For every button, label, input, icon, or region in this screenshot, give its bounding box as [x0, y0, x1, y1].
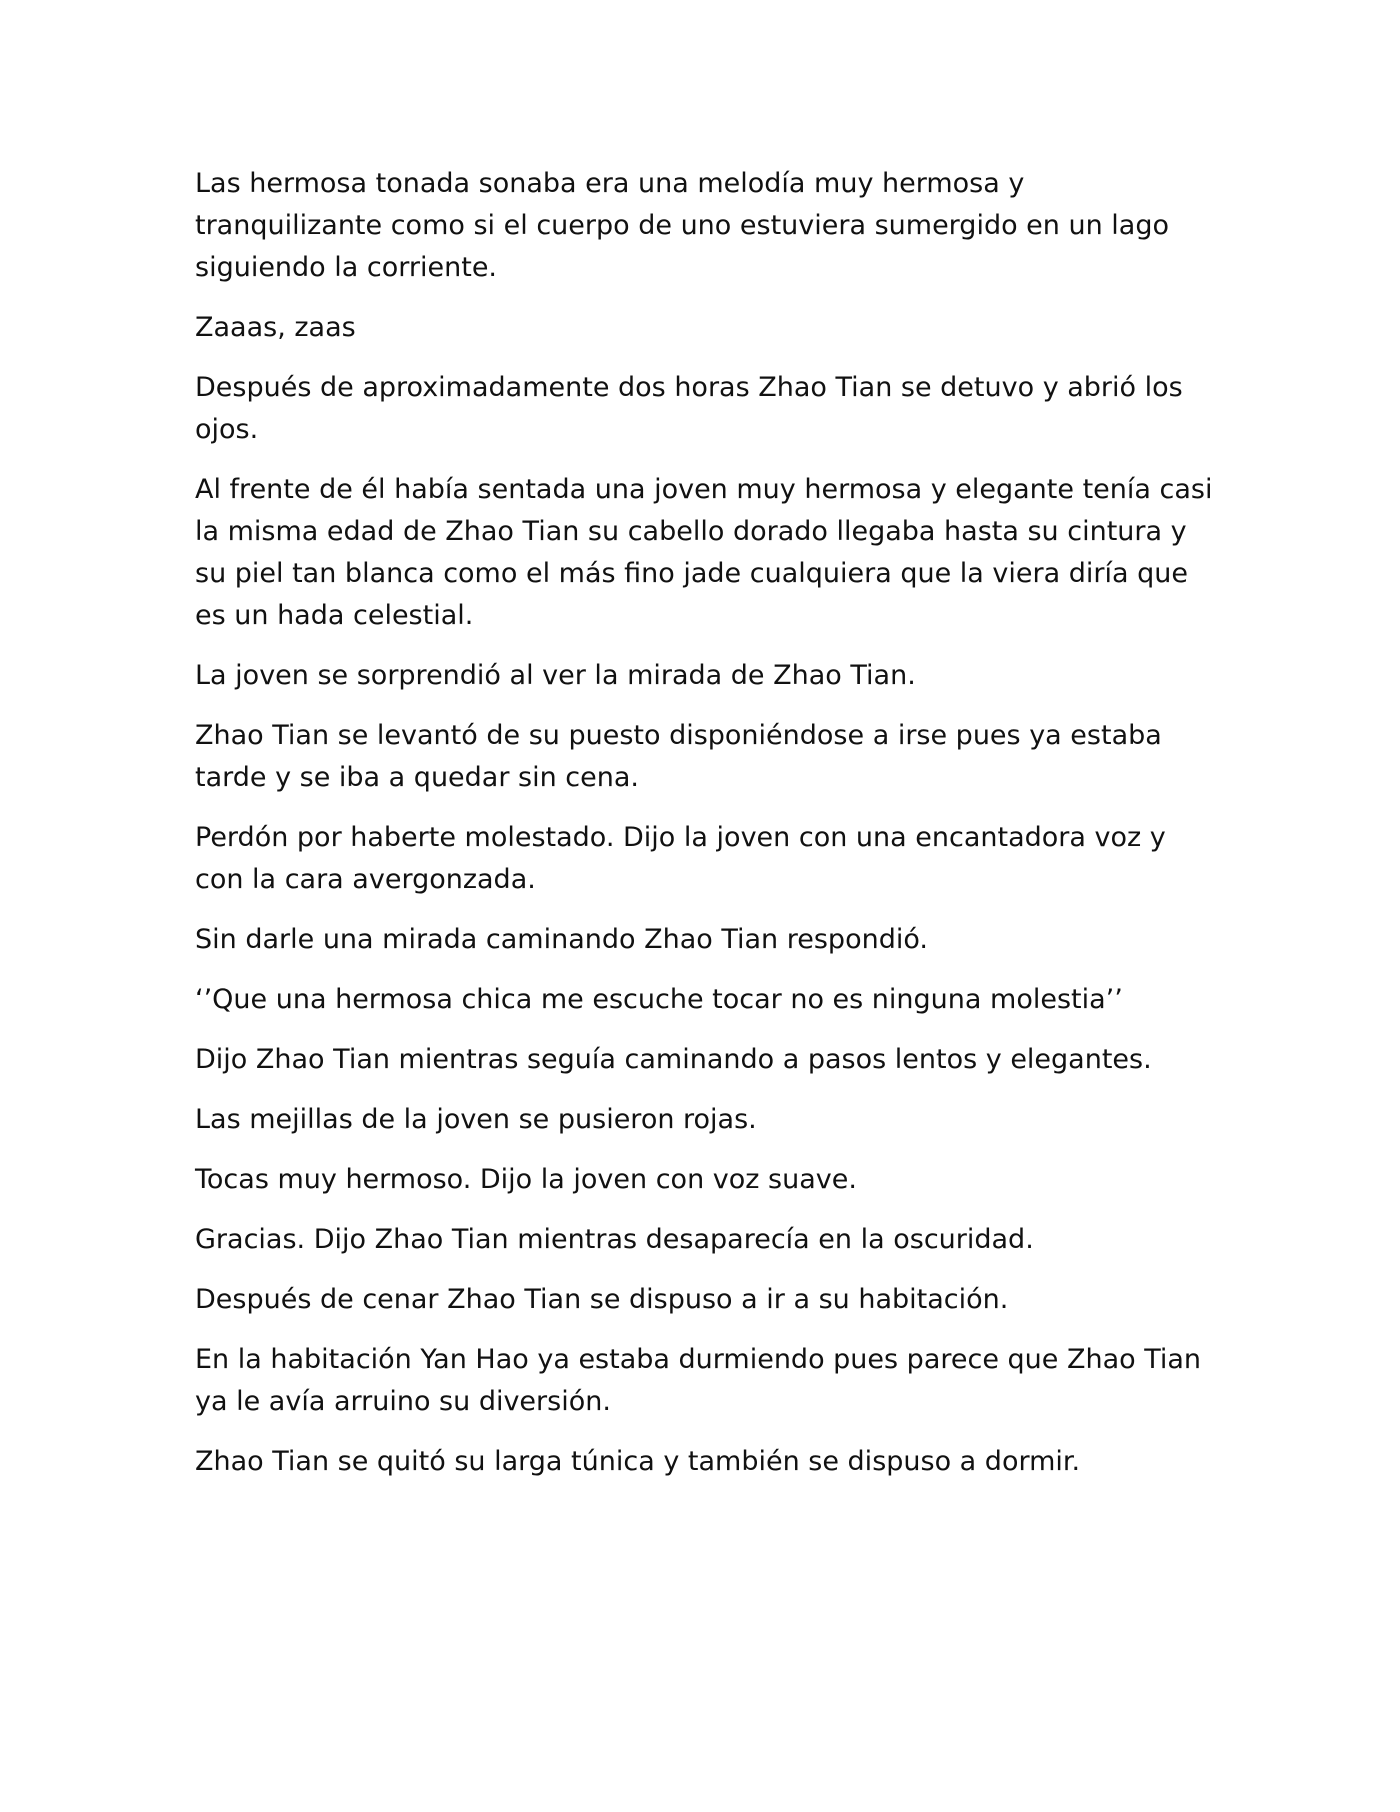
paragraph: En la habitación Yan Hao ya estaba durmiendo pues parece que Zhao Tian ya le avía arruino su diversión.: [195, 1344, 1202, 1417]
paragraph: Después de aproximadamente dos horas Zhao Tian se detuvo y abrió los ojos.: [195, 372, 1183, 445]
paragraph: La joven se sorprendió al ver la mirada de Zhao Tian.: [195, 660, 916, 691]
paragraph: Sin darle una mirada caminando Zhao Tian respondió.: [195, 924, 928, 955]
paragraph: Zaaas, zaas: [195, 312, 356, 343]
paragraph: ‘’Que una hermosa chica me escuche tocar no es ninguna molestia’’: [195, 984, 1123, 1015]
paragraph: Perdón por haberte molestado. Dijo la joven con una encantadora voz y con la cara avergonzada.: [195, 822, 1166, 895]
paragraph: Zhao Tian se levantó de su puesto disponiéndose a irse pues ya estaba tarde y se iba a quedar sin cena.: [195, 720, 1162, 793]
paragraph: Las mejillas de la joven se pusieron rojas.: [195, 1104, 757, 1135]
paragraph: Tocas muy hermoso. Dijo la joven con voz suave.: [195, 1164, 857, 1195]
paragraph: Dijo Zhao Tian mientras seguía caminando a pasos lentos y elegantes.: [195, 1044, 1152, 1075]
paragraph: Después de cenar Zhao Tian se dispuso a ir a su habitación.: [195, 1284, 1009, 1315]
paragraph: Las hermosa tonada sonaba era una melodía muy hermosa y tranquilizante como si el cuerpo de uno estuviera sumergido en un lago siguiendo la corriente.: [195, 168, 1170, 283]
document-body: [195, 163, 1215, 1501]
paragraph: Gracias. Dijo Zhao Tian mientras desaparecía en la oscuridad.: [195, 1224, 1034, 1255]
paragraph: Zhao Tian se quitó su larga túnica y también se dispuso a dormir.: [195, 1446, 1081, 1477]
paragraph: Al frente de él había sentada una joven muy hermosa y elegante tenía casi la misma edad de Zhao Tian su cabello dorado llegaba hasta su cintura y su piel tan blanca como el más fino jade cualquiera que la viera diría que es un hada celestial.: [195, 474, 1213, 631]
